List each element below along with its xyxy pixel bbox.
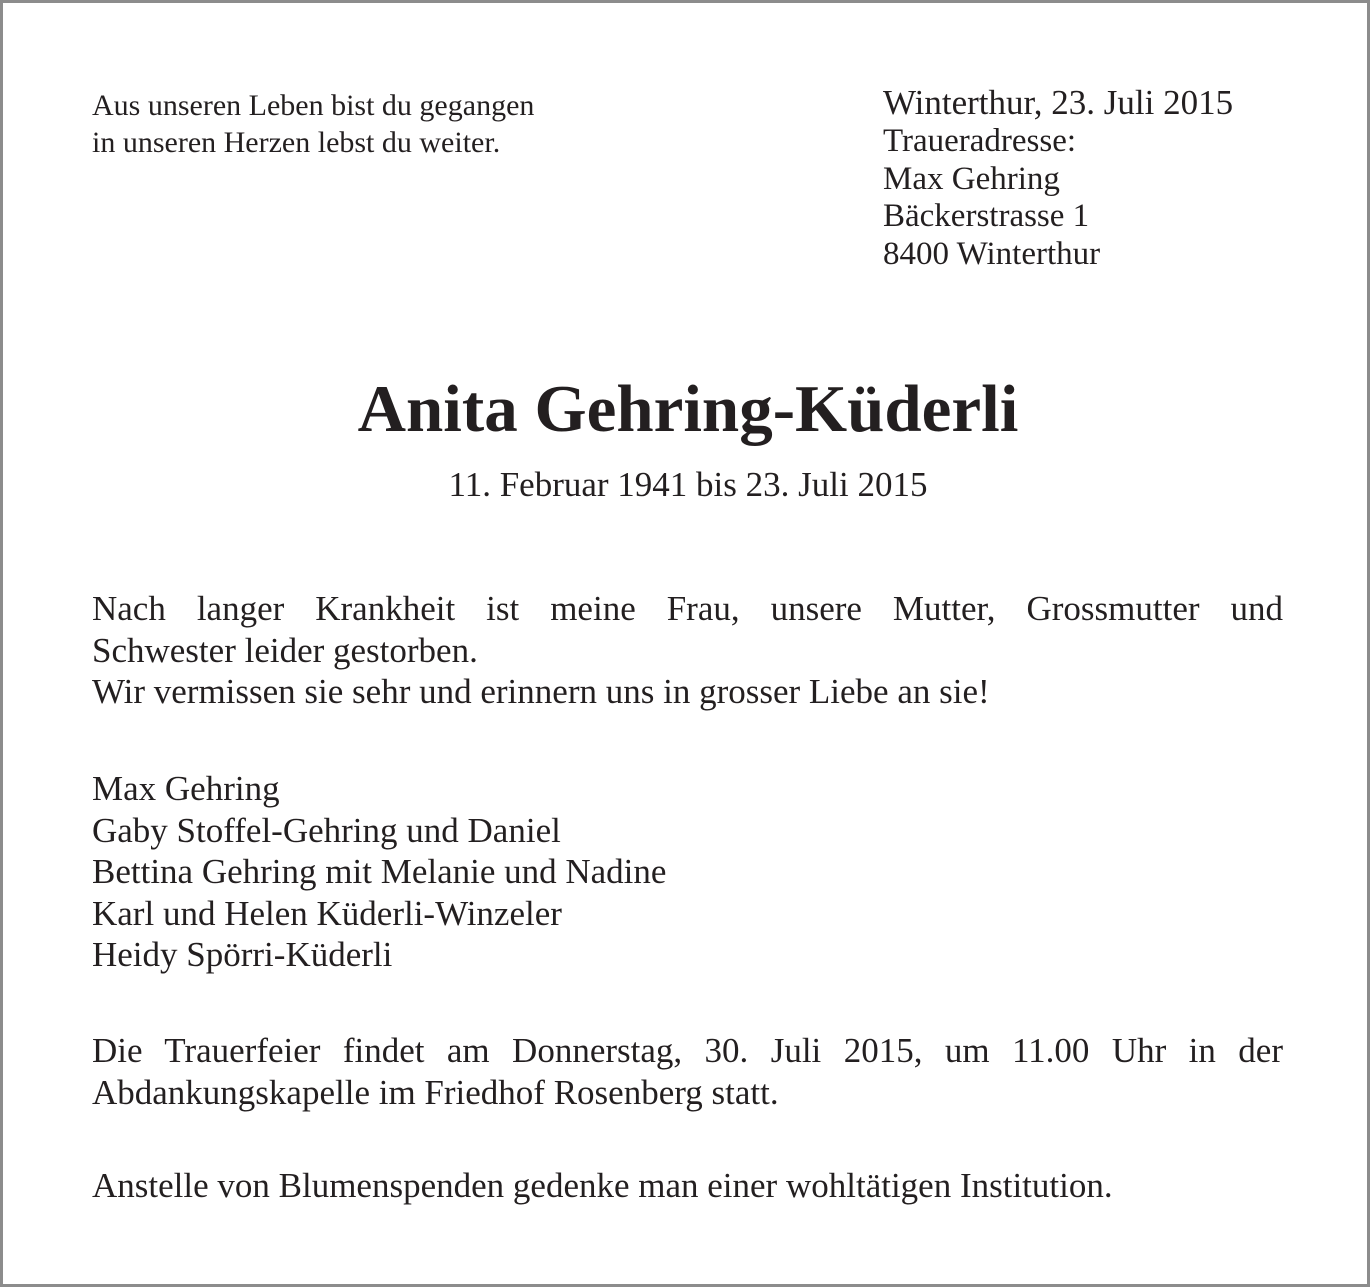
deceased-name: Anita Gehring-Küderli — [357, 372, 1019, 446]
address-city: 8400 Winterthur — [883, 235, 1101, 272]
verse-line-1: Aus unseren Leben bist du gegangen — [92, 89, 535, 122]
mourner-name: Karl und Helen Küderli-Winzeler — [92, 893, 562, 933]
flowers-note: Anstelle von Blumenspenden gedenke man einer wohltätigen Institution. — [92, 1166, 1113, 1205]
message-line-2: Schwester leider gestorben. — [92, 630, 478, 670]
mourner-name: Heidy Spörri-Küderli — [92, 935, 393, 974]
address-label: Traueradresse: — [883, 123, 1077, 159]
message-line-3: Wir vermissen sie sehr und erinnern uns in grosser Liebe an sie! — [92, 672, 990, 711]
ceremony-line-1: Die Trauerfeier findet am Donnerstag, 30. Juli 2015, um 11.00 Uhr in der — [92, 1031, 1283, 1070]
mourning-address — [883, 83, 1233, 273]
address-street: Bäckerstrasse 1 — [883, 198, 1090, 234]
memorial-verse — [92, 87, 534, 161]
death-message — [92, 588, 1283, 713]
address-name: Max Gehring — [883, 160, 1060, 197]
place-date: Winterthur, 23. Juli 2015 — [883, 83, 1234, 122]
mourner-name: Bettina Gehring mit Melanie und Nadine — [92, 852, 667, 891]
mourner-name: Max Gehring — [92, 769, 280, 808]
mourner-name: Gaby Stoffel-Gehring und Daniel — [92, 810, 561, 850]
life-dates: 11. Februar 1941 bis 23. Juli 2015 — [448, 465, 928, 504]
funeral-ceremony-info — [92, 1030, 1283, 1113]
verse-line-2: in unseren Herzen lebst du weiter. — [92, 126, 501, 159]
message-line-1: Nach langer Krankheit ist meine Frau, unsere Mutter, Grossmutter und — [92, 589, 1283, 628]
ceremony-line-2: Abdankungskapelle im Friedhof Rosenberg statt. — [92, 1072, 779, 1112]
mourners-list — [92, 768, 1283, 976]
